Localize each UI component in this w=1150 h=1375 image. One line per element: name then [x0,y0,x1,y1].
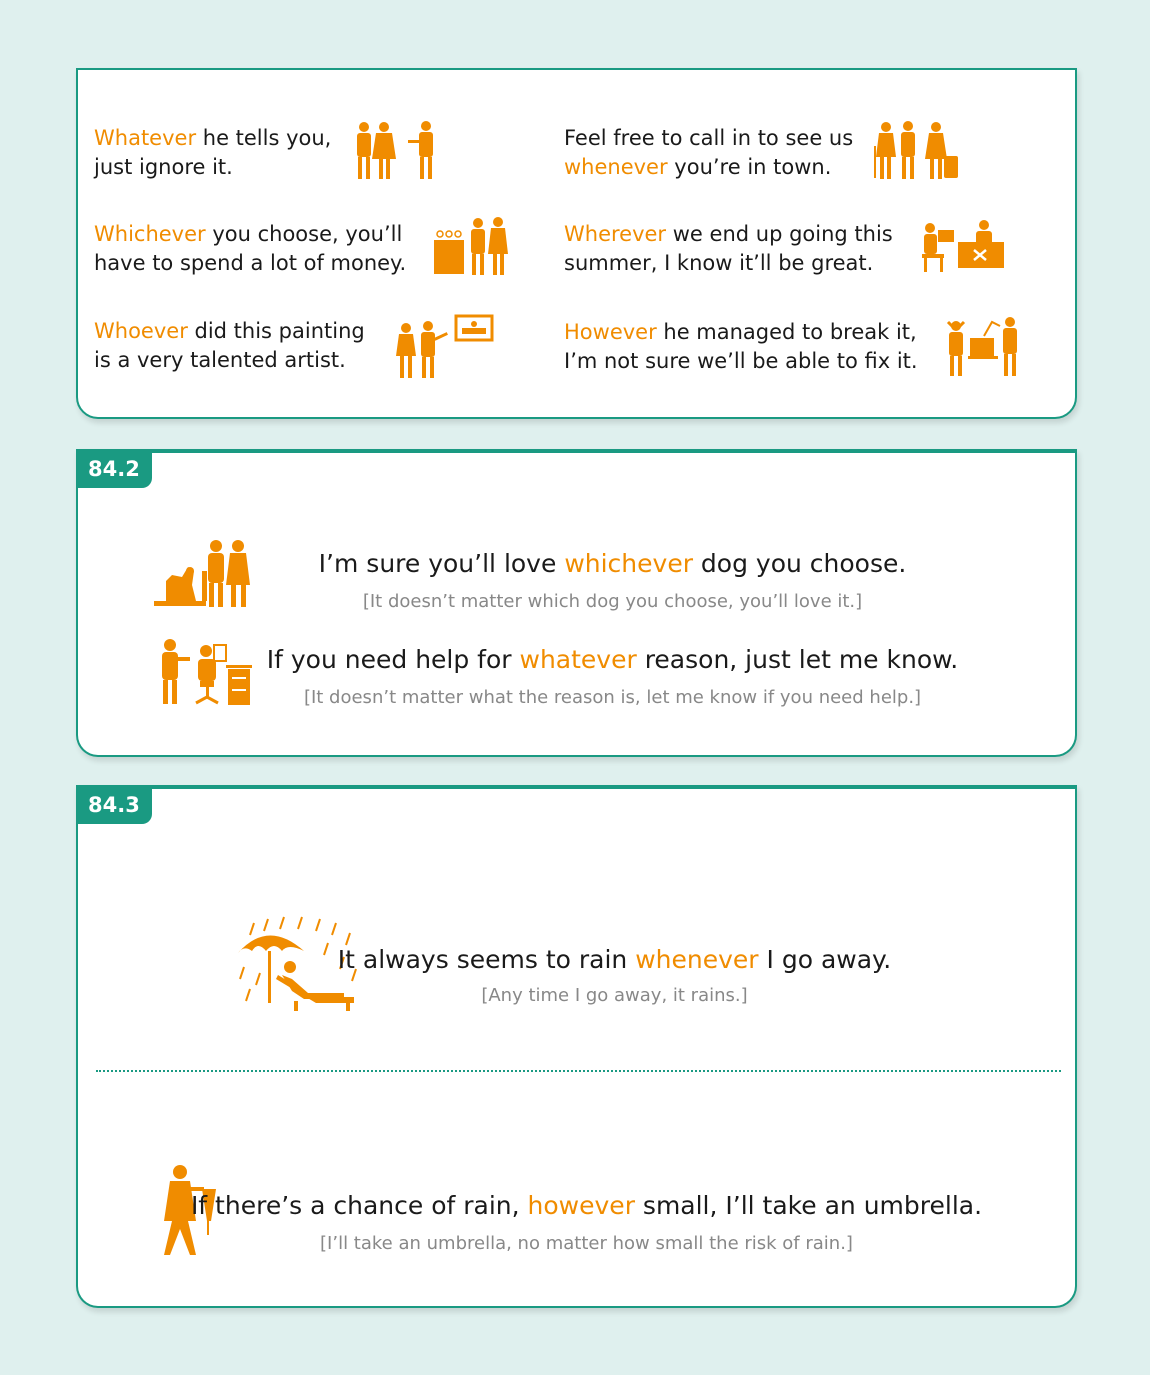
keyword: However [564,320,657,344]
example-gloss: [It doesn’t matter which dog you choose, you’ll love it.] [362,591,863,612]
broken-computer-repair-icon [944,314,1024,378]
couple-shopping-icon [432,216,510,278]
example-wherever: Wherever we end up going this summer, I know it’ll be great. [564,222,893,275]
people-talking-icon [352,120,442,182]
examples-panel [76,68,1077,419]
example-gloss: [Any time I go away, it rains.] [481,985,748,1006]
family-with-luggage-icon [872,120,962,182]
people-viewing-painting-icon [394,314,494,380]
section-84-3 [76,785,1077,1308]
example-whichever: Whichever you choose, you’ll have to spend a lot of money. [94,222,407,275]
keyword: Wherever [564,222,667,246]
example-gloss: [I’ll take an umbrella, no matter how small the risk of rain.] [320,1233,853,1254]
keyword: whenever [564,155,668,179]
section-tag: 84.2 [76,449,152,488]
keyword: Whatever [94,126,197,150]
keyword: whichever [564,549,693,578]
keyword: whenever [635,945,759,974]
section-84-2 [76,449,1077,757]
example-sentence: I’m sure you’ll love whichever dog you choose. [318,549,907,578]
keyword: Whoever [94,319,188,343]
example-whenever: Feel free to call in to see us whenever you’re in town. [564,126,854,179]
travel-agent-desk-icon [920,218,1006,274]
example-however: However he managed to break it, I’m not sure we’ll be able to fix it. [564,320,918,373]
example-whatever: Whatever he tells you, just ignore it. [94,126,332,179]
example-sentence: If there’s a chance of rain, however small, I’ll take an umbrella. [190,1191,983,1220]
example-sentence: It always seems to rain whenever I go away. [337,945,892,974]
example-gloss: [It doesn’t matter what the reason is, let me know if you need help.] [303,687,922,708]
example-whoever: Whoever did this painting is a very talented artist. [94,319,365,372]
keyword: whatever [519,645,637,674]
divider [96,1070,1061,1072]
example-sentence: If you need help for whatever reason, just let me know. [266,645,959,674]
keyword: Whichever [94,222,206,246]
section-tag: 84.3 [76,785,152,824]
keyword: however [527,1191,635,1220]
